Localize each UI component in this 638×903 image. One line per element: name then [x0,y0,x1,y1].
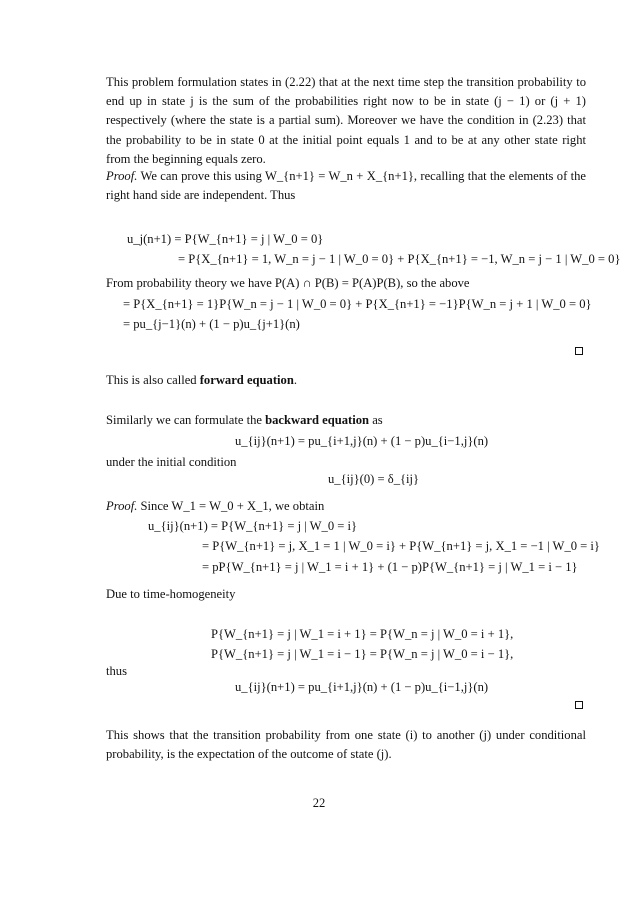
homogeneity-label: Due to time-homogeneity [106,587,236,601]
backward-equation: u_{ij}(n+1) = pu_{i+1,j}(n) + (1 − p)u_{i−1,j}(n) [235,434,489,448]
equation-1-line-1: u_j(n+1) = P{W_{n+1} = j | W_0 = 0} [127,232,324,246]
thus-label: thus [106,664,127,678]
qed-symbol [575,701,583,709]
equation-1-line-2: = P{X_{n+1} = 1, W_n = j − 1 | W_0 = 0} + P{X_{n+1} = −1, W_n = j − 1 | W_0 = 0} [178,252,621,266]
backward-prefix: Similarly we can formulate the [106,413,266,427]
proof-paragraph-1 [106,167,586,205]
initial-condition-equation: u_{ij}(0) = δ_{ij} [328,472,420,486]
proof-text: We can prove this using W_{n+1} = W_n + X_{n+1}, recalling that the elements of the right hand side are independent. Thus [106,169,586,203]
initial-condition-label: under the initial condition [106,455,237,469]
backward-suffix: as [369,413,383,427]
probability-theory-paragraph: From probability theory we have P(A) ∩ P(B) = P(A)P(B), so the above [106,276,470,290]
forward-term: forward equation [199,373,294,387]
equation-6-line-2: P{W_{n+1} = j | W_1 = i − 1} = P{W_n = j | W_0 = i − 1}, [211,647,514,661]
qed-symbol [575,347,583,355]
conclusion-paragraph: This shows that the transition probability from one state (i) to another (j) under conditional probability, is the expectation of the outcome of state (j). [106,728,586,762]
equation-2-line-2: = pu_{j−1}(n) + (1 − p)u_{j+1}(n) [123,317,300,331]
forward-suffix: . [293,373,297,387]
equation-5-line-2: = P{W_{n+1} = j, X_1 = 1 | W_0 = i} + P{W_{n+1} = j, X_1 = −1 | W_0 = i} [202,539,600,553]
proof-label: Proof. [106,499,138,513]
proof-paragraph-2 [106,497,586,516]
equation-7: u_{ij}(n+1) = pu_{i+1,j}(n) + (1 − p)u_{i−1,j}(n) [235,680,489,694]
backward-equation-paragraph [106,411,586,430]
backward-term: backward equation [265,413,370,427]
equation-5-line-3: = pP{W_{n+1} = j | W_1 = i + 1} + (1 − p)P{W_{n+1} = j | W_1 = i − 1} [202,560,578,574]
intro-paragraph: This problem formulation states in (2.22) that at the next time step the transition probability to end up in state j is the sum of the probabilities right now to be in state (j − 1) or (j + 1) respectively (where the state is a partial sum). Moreover we have the condition in (2.23) that the probability to be in state 0 at the initial point equals 1 and to be at any other state right from the beginning equals zero. [106,75,586,166]
proof-text: Since W_1 = W_0 + X_1, we obtain [140,499,325,513]
equation-6-line-1: P{W_{n+1} = j | W_1 = i + 1} = P{W_n = j | W_0 = i + 1}, [211,627,514,641]
equation-5-line-1: u_{ij}(n+1) = P{W_{n+1} = j | W_0 = i} [148,519,358,533]
forward-prefix: This is also called [106,373,200,387]
proof-label: Proof. [106,169,138,183]
page-number: 22 [312,796,326,810]
equation-2-line-1: = P{X_{n+1} = 1}P{W_n = j − 1 | W_0 = 0} + P{X_{n+1} = −1}P{W_n = j + 1 | W_0 = 0} [123,297,592,311]
forward-equation-paragraph [106,371,586,390]
